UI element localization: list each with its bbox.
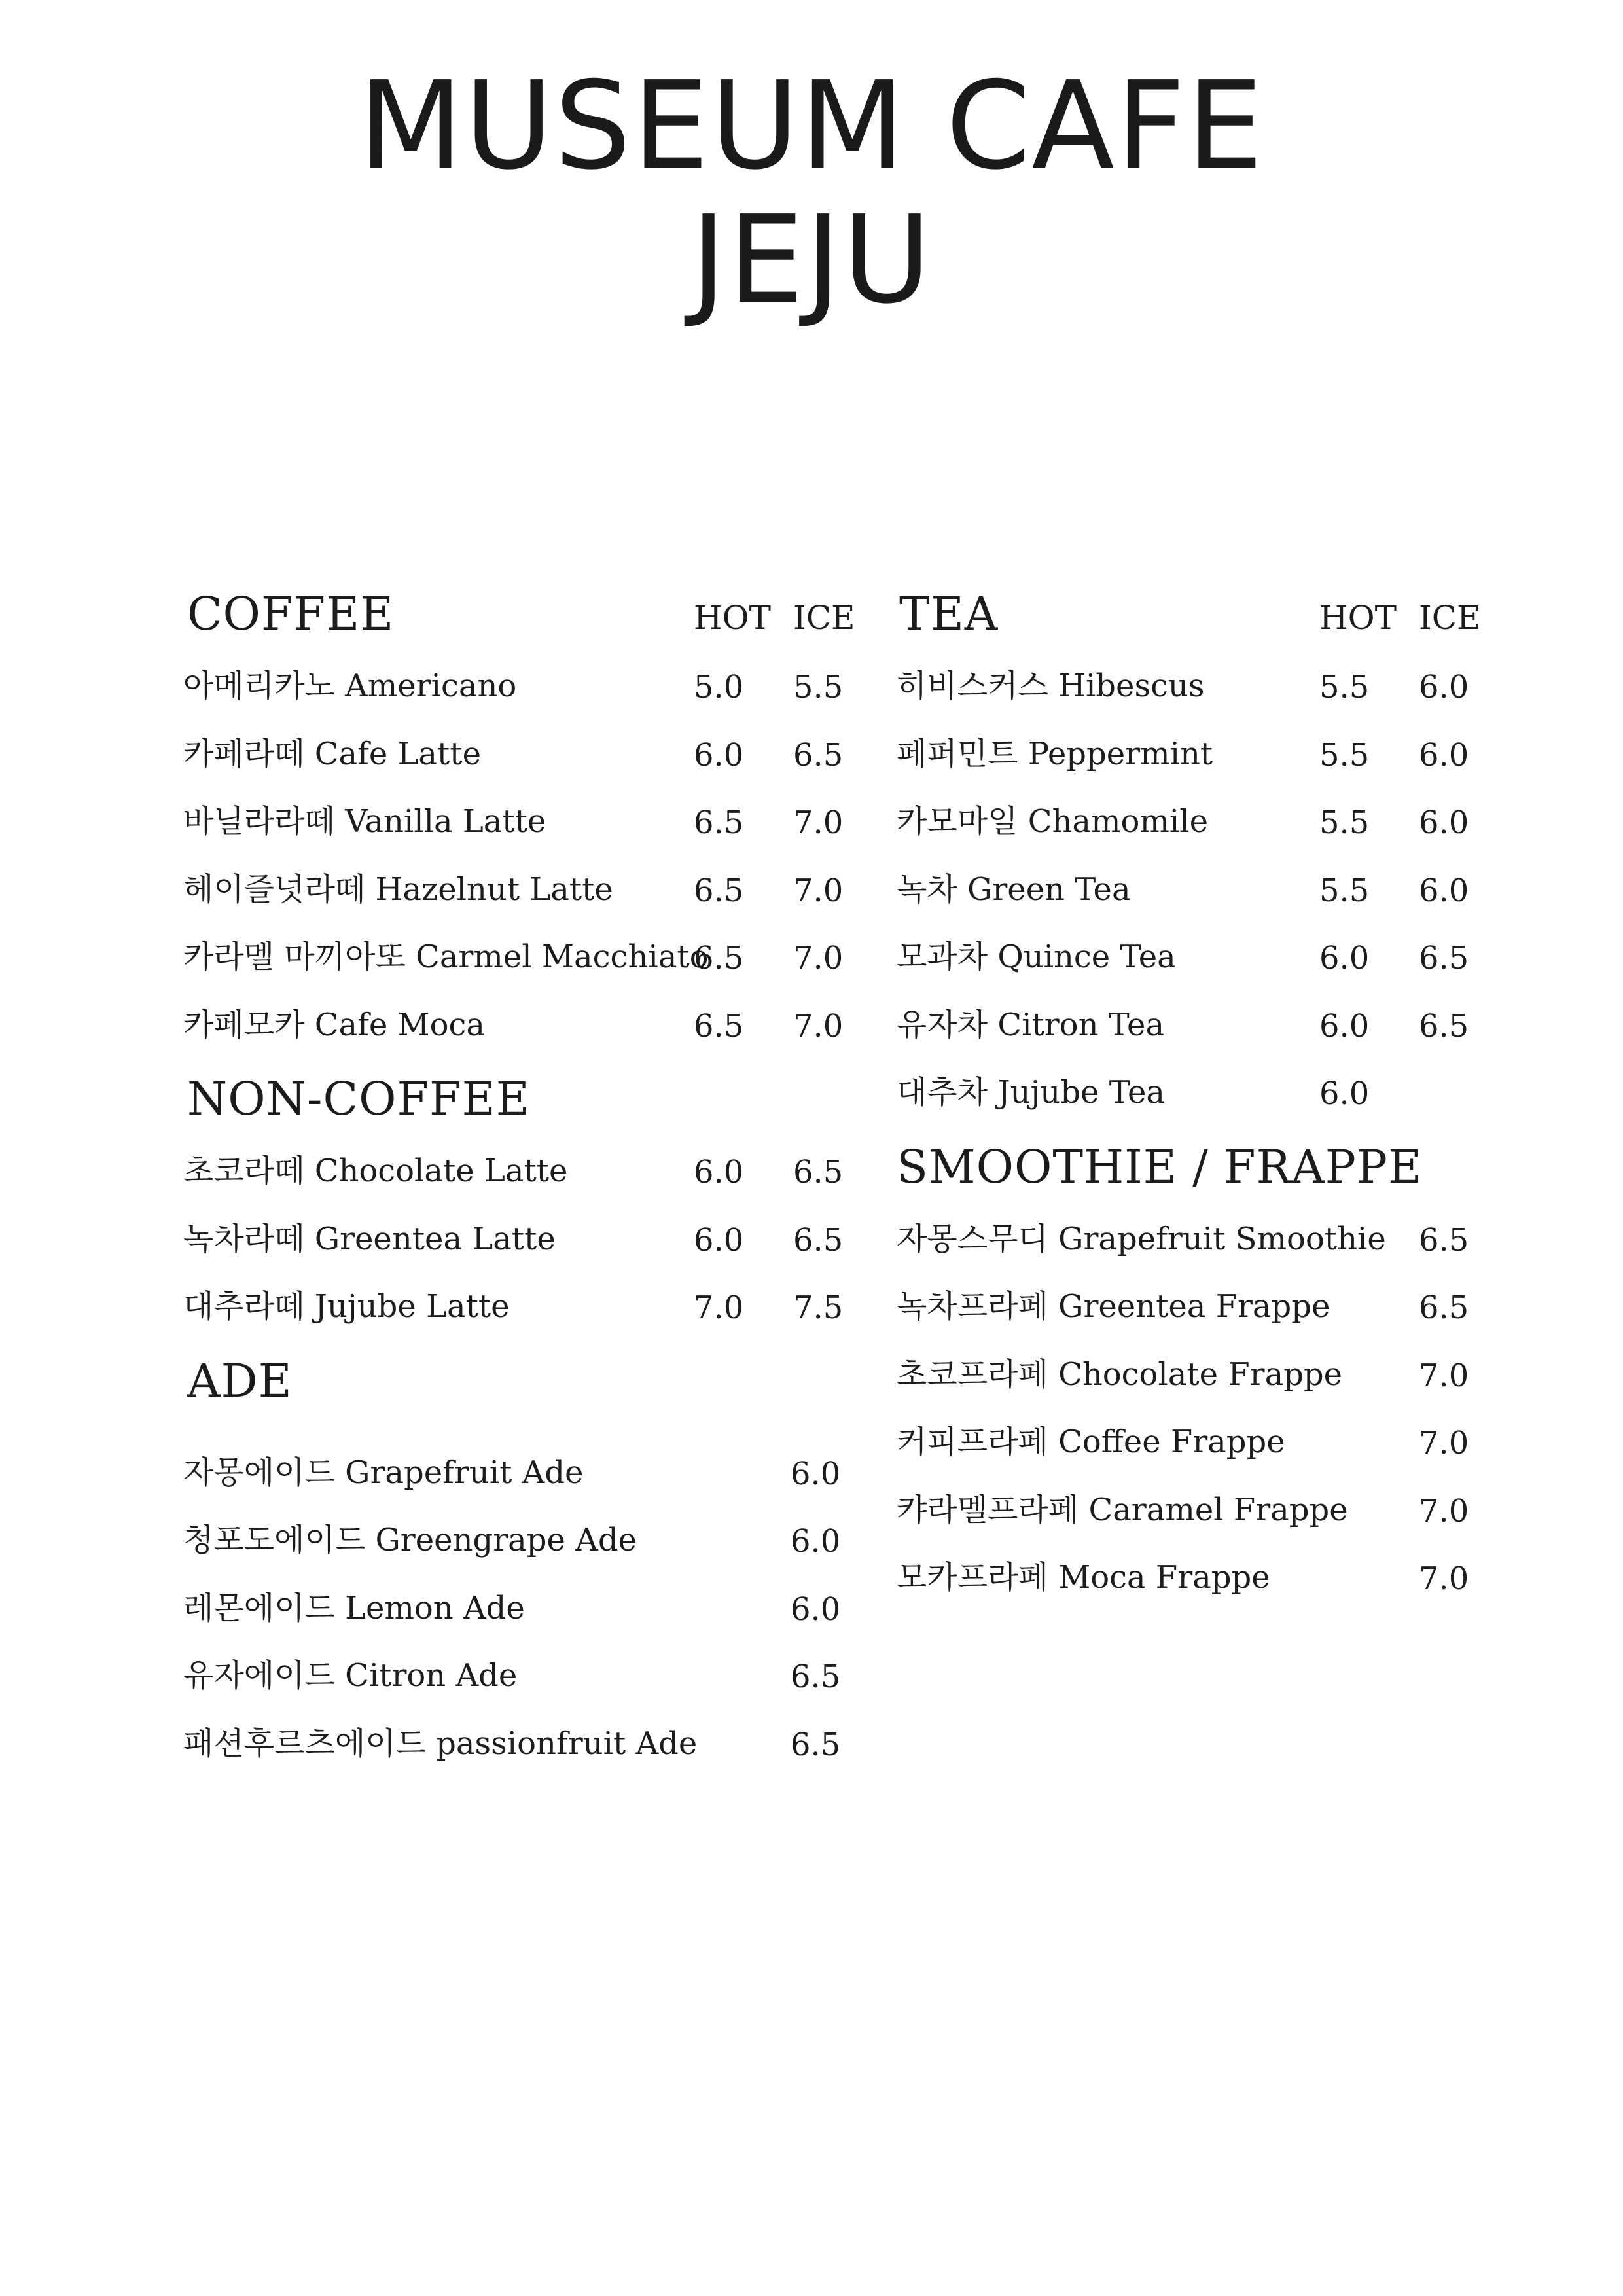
section-coffee xyxy=(183,576,877,1061)
menu-item xyxy=(183,790,877,858)
ice-price: 6.5 xyxy=(793,1154,844,1191)
item-name: 헤이즐넛라떼 Hazelnut Latte xyxy=(183,870,613,908)
item-name: 모과차 Quince Tea xyxy=(897,939,1176,975)
item-name: 유자에이드 Citron Ade xyxy=(183,1657,518,1694)
hot-price: 6.0 xyxy=(694,736,744,774)
section-header xyxy=(183,1061,877,1139)
ice-price: 7.0 xyxy=(793,1007,844,1045)
hot-column-label: HOT xyxy=(1319,599,1397,637)
item-name: 청포도에이드 Greengrape Ade xyxy=(183,1522,637,1558)
menu-item xyxy=(183,1139,877,1208)
section-title: NON-COFFEE xyxy=(187,1072,530,1126)
item-name: 카페모카 Cafe Moca xyxy=(183,1006,486,1043)
item-name: 커피프라페 Coffee Frappe xyxy=(897,1424,1285,1460)
menu-item xyxy=(897,858,1505,926)
hot-price: 6.0 xyxy=(694,1154,744,1191)
ice-price: 7.0 xyxy=(793,940,844,977)
item-name: 녹차 Green Tea xyxy=(897,870,1131,908)
price: 6.5 xyxy=(791,1659,841,1695)
hot-price: 6.5 xyxy=(694,872,744,909)
price: 7.0 xyxy=(1419,1492,1469,1530)
price: 7.0 xyxy=(1419,1560,1469,1597)
item-name: 페퍼민트 Peppermint xyxy=(897,735,1213,772)
menu-item xyxy=(897,723,1505,791)
item-name: 초코프라페 Chocolate Frappe xyxy=(897,1355,1343,1393)
hot-price: 6.5 xyxy=(694,940,744,977)
menu-item xyxy=(897,1275,1505,1343)
menu-item xyxy=(897,1061,1505,1129)
ice-price: 7.0 xyxy=(793,804,844,841)
hot-price: 6.0 xyxy=(1319,1007,1370,1045)
section-non-coffee xyxy=(183,1061,877,1343)
ice-price: 6.0 xyxy=(1419,669,1469,706)
item-name: 자몽스무디 Grapefruit Smoothie xyxy=(897,1220,1386,1257)
section-title: COFFEE xyxy=(187,587,395,641)
section-title: ADE xyxy=(187,1354,293,1408)
ice-column-label: ICE xyxy=(1419,599,1481,637)
item-name: 카모마일 Chamomile xyxy=(897,803,1209,840)
price: 6.5 xyxy=(791,1726,841,1763)
menu-item xyxy=(183,1208,877,1276)
ice-price: 6.0 xyxy=(1419,804,1469,841)
hot-price: 5.5 xyxy=(1319,669,1370,706)
hot-price: 6.0 xyxy=(694,1221,744,1259)
menu-item xyxy=(897,1343,1505,1411)
hot-price: 6.5 xyxy=(694,804,744,841)
section-header xyxy=(897,1129,1505,1208)
hot-column-label: HOT xyxy=(694,599,771,637)
menu-item xyxy=(183,994,877,1062)
page-title xyxy=(0,55,1623,331)
menu-item xyxy=(897,994,1505,1062)
menu-column-right xyxy=(897,576,1505,1614)
ice-price: 5.5 xyxy=(793,669,844,706)
hot-price: 5.5 xyxy=(1319,804,1370,841)
item-name: 대추차 Jujube Tea xyxy=(897,1074,1166,1111)
section-header xyxy=(897,576,1505,655)
menu-item xyxy=(897,655,1505,723)
item-name: 초코라떼 Chocolate Latte xyxy=(183,1153,568,1189)
menu-item xyxy=(183,1644,877,1712)
menu-item xyxy=(897,790,1505,858)
price: 6.5 xyxy=(1419,1221,1469,1259)
item-name: 녹차프라페 Greentea Frappe xyxy=(897,1288,1330,1325)
ice-column-label: ICE xyxy=(793,599,855,637)
price: 7.0 xyxy=(1419,1425,1469,1462)
price: 6.0 xyxy=(791,1455,841,1492)
ice-price: 6.0 xyxy=(1419,736,1469,774)
menu-item xyxy=(183,1441,877,1509)
menu-item xyxy=(183,723,877,791)
menu-item xyxy=(183,655,877,723)
ice-price: 6.0 xyxy=(1419,872,1469,909)
menu-item xyxy=(897,925,1505,994)
price: 7.0 xyxy=(1419,1357,1469,1394)
hot-price: 5.5 xyxy=(1319,872,1370,909)
item-name: 카페라떼 Cafe Latte xyxy=(183,735,481,772)
hot-price: 7.0 xyxy=(694,1289,744,1326)
item-name: 레몬에이드 Lemon Ade xyxy=(183,1589,525,1626)
section-title: SMOOTHIE / FRAPPE xyxy=(897,1139,1423,1194)
menu-column-left xyxy=(183,576,877,1780)
menu-item xyxy=(897,1479,1505,1547)
ice-price: 6.5 xyxy=(793,1221,844,1259)
menu-item xyxy=(897,1410,1505,1479)
hot-price: 5.5 xyxy=(1319,736,1370,774)
hot-price: 6.0 xyxy=(1319,940,1370,977)
item-name: 캬라멜프라페 Caramel Frappe xyxy=(897,1491,1348,1528)
menu-item xyxy=(183,1275,877,1343)
menu-item xyxy=(897,1546,1505,1614)
menu-item xyxy=(897,1208,1505,1276)
title-line-2: JEJU xyxy=(690,189,933,331)
item-name: 바닐라라떼 Vanilla Latte xyxy=(183,803,546,840)
ice-price: 6.5 xyxy=(793,736,844,774)
price: 6.5 xyxy=(1419,1289,1469,1326)
ice-price: 7.0 xyxy=(793,872,844,909)
hot-price: 5.0 xyxy=(694,669,744,706)
price: 6.0 xyxy=(791,1523,841,1560)
section-title: TEA xyxy=(899,587,999,641)
item-name: 자몽에이드 Grapefruit Ade xyxy=(183,1454,584,1491)
item-name: 패션후르츠에이드 passionfruit Ade xyxy=(183,1725,698,1762)
hot-price: 6.0 xyxy=(1319,1075,1370,1112)
item-name: 대추라떼 Jujube Latte xyxy=(183,1288,510,1325)
price: 6.0 xyxy=(791,1590,841,1628)
item-name: 유자차 Citron Tea xyxy=(897,1006,1165,1043)
item-name: 히비스커스 Hibescus xyxy=(897,668,1205,704)
item-name: 녹차라떼 Greentea Latte xyxy=(183,1220,556,1257)
hot-price: 6.5 xyxy=(694,1007,744,1045)
section-header xyxy=(183,576,877,655)
menu-item xyxy=(183,858,877,926)
section-tea xyxy=(897,576,1505,1129)
item-name: 아메리카노 Americano xyxy=(183,668,517,704)
menu-item xyxy=(183,1712,877,1780)
menu-item xyxy=(183,1577,877,1645)
ice-price: 6.5 xyxy=(1419,1007,1469,1045)
ice-price: 7.5 xyxy=(793,1289,844,1326)
menu-item xyxy=(183,1509,877,1577)
section-header xyxy=(183,1343,877,1441)
item-name: 카라멜 마끼아또 Carmel Macchiato xyxy=(183,939,709,975)
section-ade xyxy=(183,1343,877,1780)
menu-item xyxy=(183,925,877,994)
title-line-1: MUSEUM CAFE xyxy=(358,55,1265,196)
item-name: 모카프라페 Moca Frappe xyxy=(897,1559,1270,1596)
section-smoothie-frappe xyxy=(897,1129,1505,1614)
ice-price: 6.5 xyxy=(1419,940,1469,977)
